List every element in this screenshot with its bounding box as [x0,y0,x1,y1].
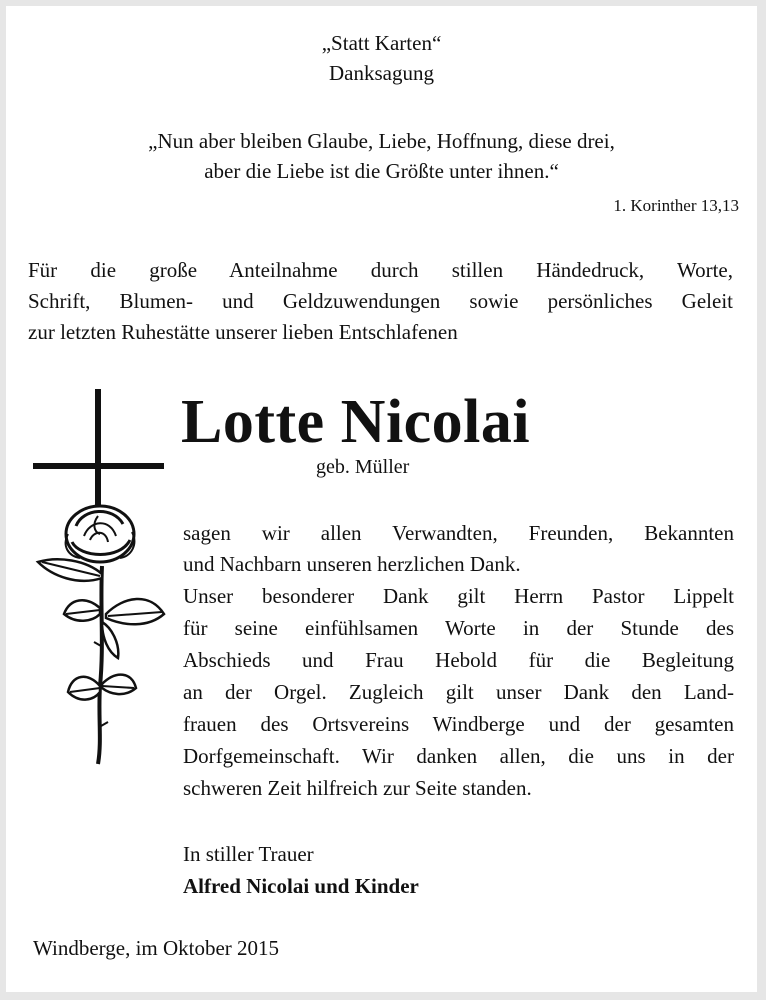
thanks-line: für seine einfühlsamen Worte in der Stunde des [183,616,734,640]
place-date: Windberge, im Oktober 2015 [33,936,280,960]
thanks-line: an der Orgel. Zugleich gilt unser Dank den Land- [183,680,734,704]
thanks-line: und Nachbarn unseren herzlichen Dank. [183,552,521,576]
quote-line-1: „Nun aber bleiben Glaube, Liebe, Hoffnung, diese drei, [148,129,615,153]
intro-line: Schrift, Blumen- und Geldzuwendungen sowie persönliches Geleit [28,289,733,313]
intro-line: zur letzten Ruhestätte unserer lieben Entschlafenen [28,320,458,344]
thanks-line: schweren Zeit hilfreich zur Seite standen. [183,776,532,800]
quote-line-2: aber die Liebe ist die Größte unter ihnen.“ [204,159,559,183]
intro-line: Für die große Anteilnahme durch stillen Händedruck, Worte, [28,258,733,282]
thanks-line: Unser besonderer Dank gilt Herrn Pastor Lippelt [183,584,734,608]
cross-icon-bar [33,463,164,469]
deceased-name: Lotte Nicolai [181,388,531,456]
obituary-notice [6,6,757,992]
thanks-line: sagen wir allen Verwandten, Freunden, Bekannten [183,521,734,545]
rose-icon [28,496,168,766]
header-danksagung: Danksagung [329,61,434,85]
header-statt-karten: „Statt Karten“ [321,31,442,55]
birth-name: geb. Müller [316,456,410,478]
thanks-line: Abschieds und Frau Hebold für die Begleitung [183,648,734,672]
thanks-line: Dorfgemeinschaft. Wir danken allen, die uns in der [183,744,734,768]
signature-names: Alfred Nicolai und Kinder [183,874,419,898]
signature-intro: In stiller Trauer [183,842,314,866]
quote-reference: 1. Korinther 13,13 [613,196,739,215]
thanks-line: frauen des Ortsvereins Windberge und der gesamten [183,712,734,736]
